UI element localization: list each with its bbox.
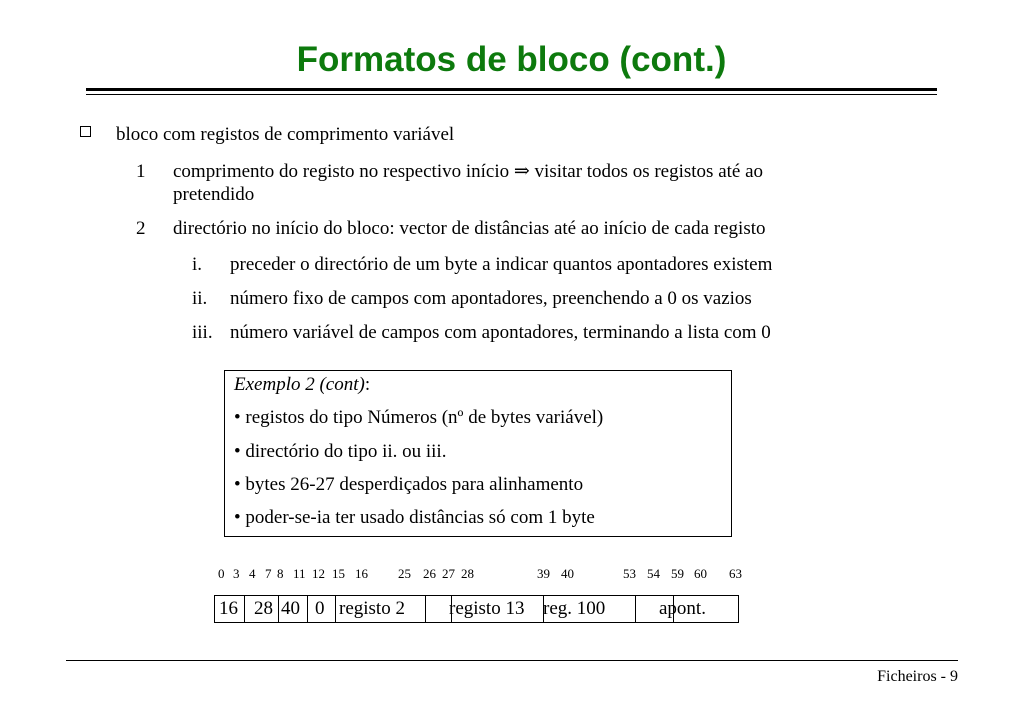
- example-line-3: • bytes 26-27 desperdiçados para alinhamento: [234, 474, 584, 495]
- example-heading: [234, 374, 370, 396]
- subitem-number-iii: iii.: [192, 322, 213, 343]
- subitem-number-i: i.: [192, 254, 203, 275]
- bullet-text: bloco com registos de comprimento variável: [116, 124, 455, 145]
- offset-label: 15: [332, 566, 345, 581]
- field-value: apont.: [659, 598, 706, 619]
- example-line-1: • registos do tipo Números (nº de bytes variável): [234, 407, 604, 428]
- item-text-1: comprimento do registo no respectivo início ⇒ visitar todos os registos até ao: [173, 161, 764, 182]
- example-heading-suffix: :: [364, 374, 371, 395]
- subitem-text-iii: número variável de campos com apontadores, terminando a lista com 0: [230, 322, 771, 343]
- item-number-1: 1: [136, 161, 146, 182]
- field-divider: [425, 596, 426, 622]
- field-value: 0: [315, 598, 325, 619]
- field-value: 40: [281, 598, 300, 619]
- field-divider: [635, 596, 636, 622]
- field-divider: [278, 596, 279, 622]
- item-text-2: directório no início do bloco: vector de distâncias até ao início de cada registo: [173, 218, 766, 239]
- offset-label: 39: [537, 566, 550, 581]
- item-text-1-continued: pretendido: [173, 184, 255, 205]
- offset-label: 7: [265, 566, 272, 581]
- offset-label: 54: [647, 566, 660, 581]
- title-rule: [86, 88, 937, 91]
- offset-label: 8: [277, 566, 284, 581]
- offset-label: 28: [461, 566, 474, 581]
- offset-label: 0: [218, 566, 225, 581]
- footer-rule: [66, 660, 958, 661]
- offset-label: 3: [233, 566, 240, 581]
- offset-label: 60: [694, 566, 707, 581]
- field-divider: [335, 596, 336, 622]
- offset-label: 26: [423, 566, 436, 581]
- offset-label: 11: [293, 566, 306, 581]
- offset-label: 63: [729, 566, 742, 581]
- field-divider: [244, 596, 245, 622]
- offset-label: 40: [561, 566, 574, 581]
- example-box: [224, 370, 732, 537]
- page-title: Formatos de bloco (cont.): [296, 40, 727, 79]
- field-value: 16: [219, 598, 238, 619]
- field-value: registo 2: [339, 598, 405, 619]
- subitem-number-ii: ii.: [192, 288, 208, 309]
- block-layout-strip: [214, 595, 739, 623]
- field-value: 28: [254, 598, 273, 619]
- offset-label: 53: [623, 566, 636, 581]
- subitem-text-ii: número fixo de campos com apontadores, preenchendo a 0 os vazios: [230, 288, 752, 309]
- subitem-text-i: preceder o directório de um byte a indicar quantos apontadores existem: [230, 254, 773, 275]
- field-value: registo 13: [449, 598, 525, 619]
- example-heading-label: Exemplo 2 (cont): [234, 374, 365, 395]
- field-value: reg. 100: [543, 598, 606, 619]
- offset-label: 12: [312, 566, 325, 581]
- offset-label: 59: [671, 566, 684, 581]
- item-number-2: 2: [136, 218, 146, 239]
- field-divider: [307, 596, 308, 622]
- example-line-2: • directório do tipo ii. ou iii.: [234, 441, 447, 462]
- offset-label: 27: [442, 566, 455, 581]
- offset-label: 25: [398, 566, 411, 581]
- offset-label: 16: [355, 566, 368, 581]
- square-bullet-icon: [80, 126, 91, 137]
- example-line-4: • poder-se-ia ter usado distâncias só com 1 byte: [234, 507, 595, 528]
- offset-label: 4: [249, 566, 256, 581]
- footer-page-label: Ficheiros - 9: [877, 668, 958, 685]
- title-rule-thin: [86, 94, 937, 95]
